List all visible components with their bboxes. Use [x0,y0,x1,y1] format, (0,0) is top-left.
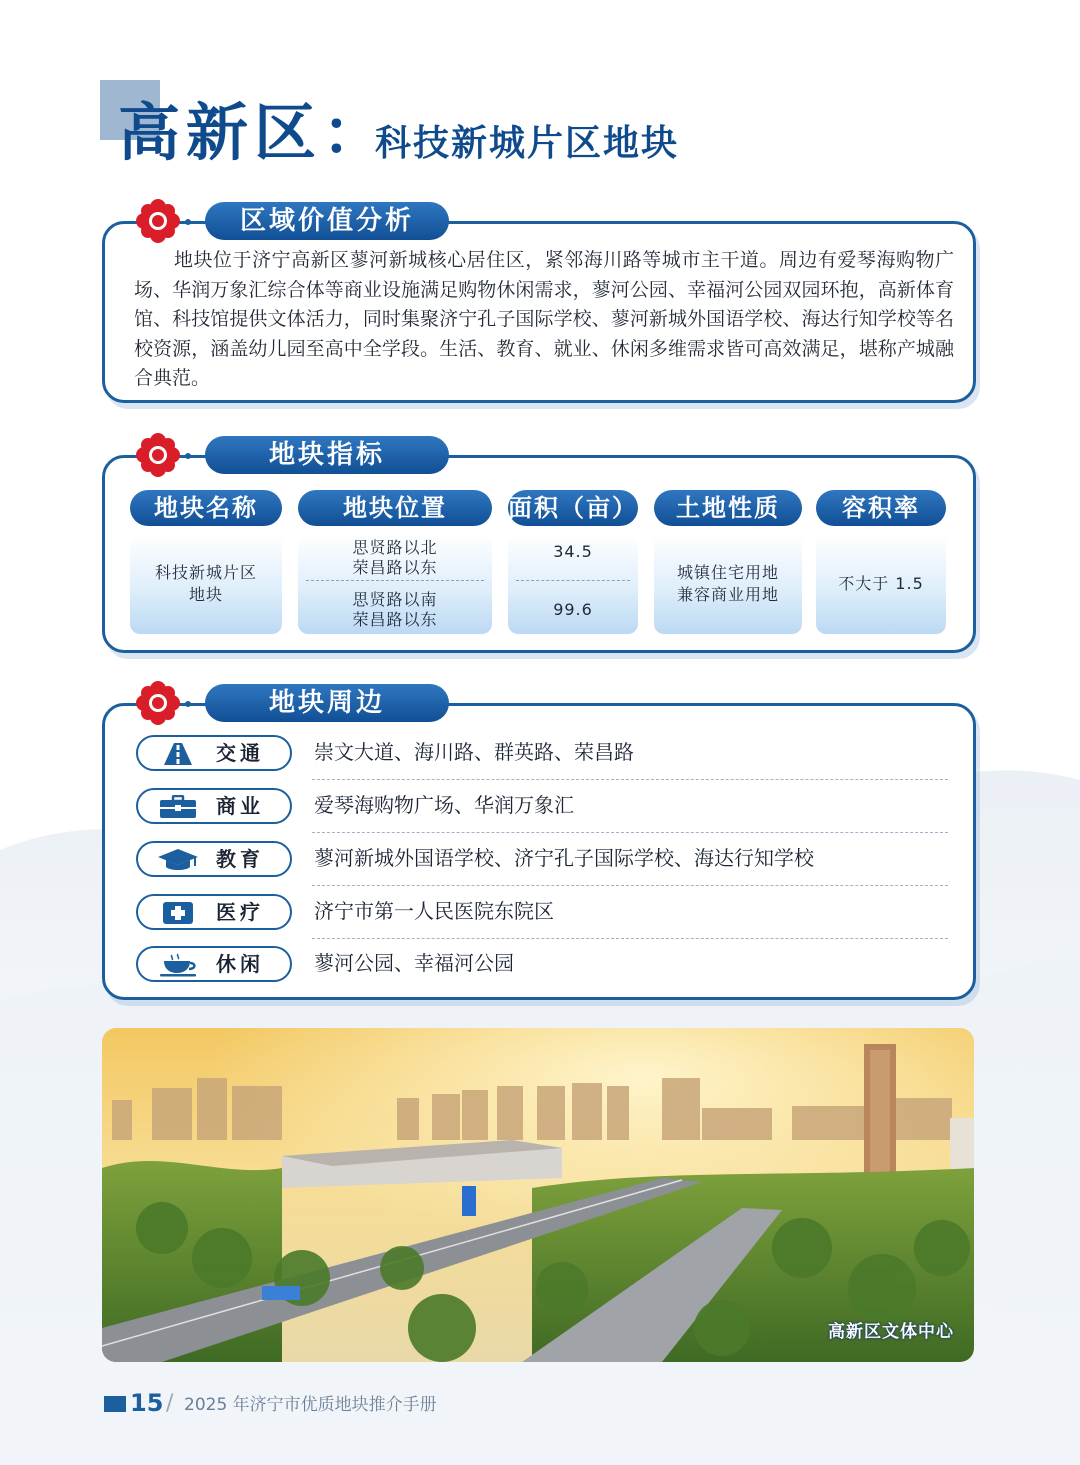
section-heading: 地块周边 [205,684,449,722]
surroundings-row-commerce [136,788,948,828]
city-skyline-illustration [102,1028,974,1362]
plot-name-value: 科技新城片区 地块 [154,563,257,604]
footer-separator: / [166,1391,174,1416]
row-divider [312,832,948,833]
index-header: 地块名称 [130,490,282,526]
teacup-icon [156,953,200,977]
index-cell [298,534,492,634]
row-divider [312,779,948,780]
index-header: 容积率 [816,490,946,526]
category-label: 商业 [216,794,264,818]
category-text: 蓼河新城外国语学校、济宁孔子国际学校、海达行知学校 [314,846,814,870]
surroundings-row-leisure [136,946,948,986]
category-tag [136,788,292,824]
category-text: 爱琴海购物广场、华润万象汇 [314,793,574,817]
section-heading: 区域价值分析 [205,202,449,240]
index-column-land-use [654,490,802,604]
category-label: 教育 [216,847,264,871]
photo-caption: 高新区文体中心 [828,1322,954,1342]
category-text: 济宁市第一人民医院东院区 [314,899,554,923]
page-title: 高新区： [118,96,391,169]
section-heading: 地块指标 [205,436,449,474]
category-tag [136,946,292,982]
area-value-2: 99.6 [553,600,593,619]
location-value-1: 思贤路以北 荣昌路以东 [352,538,438,577]
category-text: 蓼河公园、幸福河公园 [314,951,514,975]
value-analysis-text: 地块位于济宁高新区蓼河新城核心居住区，紧邻海川路等城市主干道。周边有爱琴海购物广场、华润万象汇综合体等商业设施满足购物休闲需求，蓼河公园、幸福河公园双园环抱，高新体育馆、科技馆提供文体活力，同时集聚济宁孔子国际学校、蓼河新城外国语学校、海达行知学校等名校资源，涵盖幼儿园至高中全学段。生活、教育、就业、休闲多维需求皆可高效满足，堪称产城融合典范。 [134,249,954,389]
medical-cross-icon [156,901,200,925]
index-column-name [130,490,282,604]
category-label: 休闲 [216,952,264,976]
row-divider [312,885,948,886]
flower-emblem-icon [135,680,181,726]
cell-divider [306,580,484,581]
flower-emblem-icon [135,432,181,478]
header-dot [185,219,191,225]
index-column-location [298,490,492,629]
category-text: 崇文大道、海川路、群英路、荣昌路 [314,740,634,764]
index-column-area [508,490,638,619]
index-header: 面积（亩） [508,490,638,526]
index-cell [654,534,802,634]
index-cell [130,534,282,634]
surroundings-row-medical [136,894,948,934]
category-label: 医疗 [216,900,264,924]
land-use-value: 城镇住宅用地 兼容商业用地 [676,563,779,604]
index-header: 地块位置 [298,490,492,526]
surroundings-row-education [136,841,948,881]
page-subtitle: 科技新城片区地块 [375,123,680,164]
road-icon [156,742,200,766]
header-dot [185,701,191,707]
index-cell [508,534,638,634]
index-cell [816,534,946,634]
graduation-cap-icon [156,848,200,872]
far-value: 不大于 1.5 [838,574,924,593]
city-photo [102,1028,974,1362]
category-tag [136,841,292,877]
category-tag [136,894,292,930]
cell-divider [516,580,630,581]
flower-emblem-icon [135,198,181,244]
header-dot [185,453,191,459]
index-column-far [816,490,946,593]
footer-accent-square [104,1396,126,1412]
briefcase-icon [156,795,200,819]
category-tag [136,735,292,771]
location-value-2: 思贤路以南 荣昌路以东 [352,590,438,629]
area-value-1: 34.5 [553,542,593,561]
row-divider [312,938,948,939]
page-number: 15 [130,1389,164,1417]
index-header: 土地性质 [654,490,802,526]
surroundings-row-traffic [136,735,948,775]
footer-book-title: 2025 年济宁市优质地块推介手册 [184,1395,437,1415]
category-label: 交通 [216,741,264,765]
